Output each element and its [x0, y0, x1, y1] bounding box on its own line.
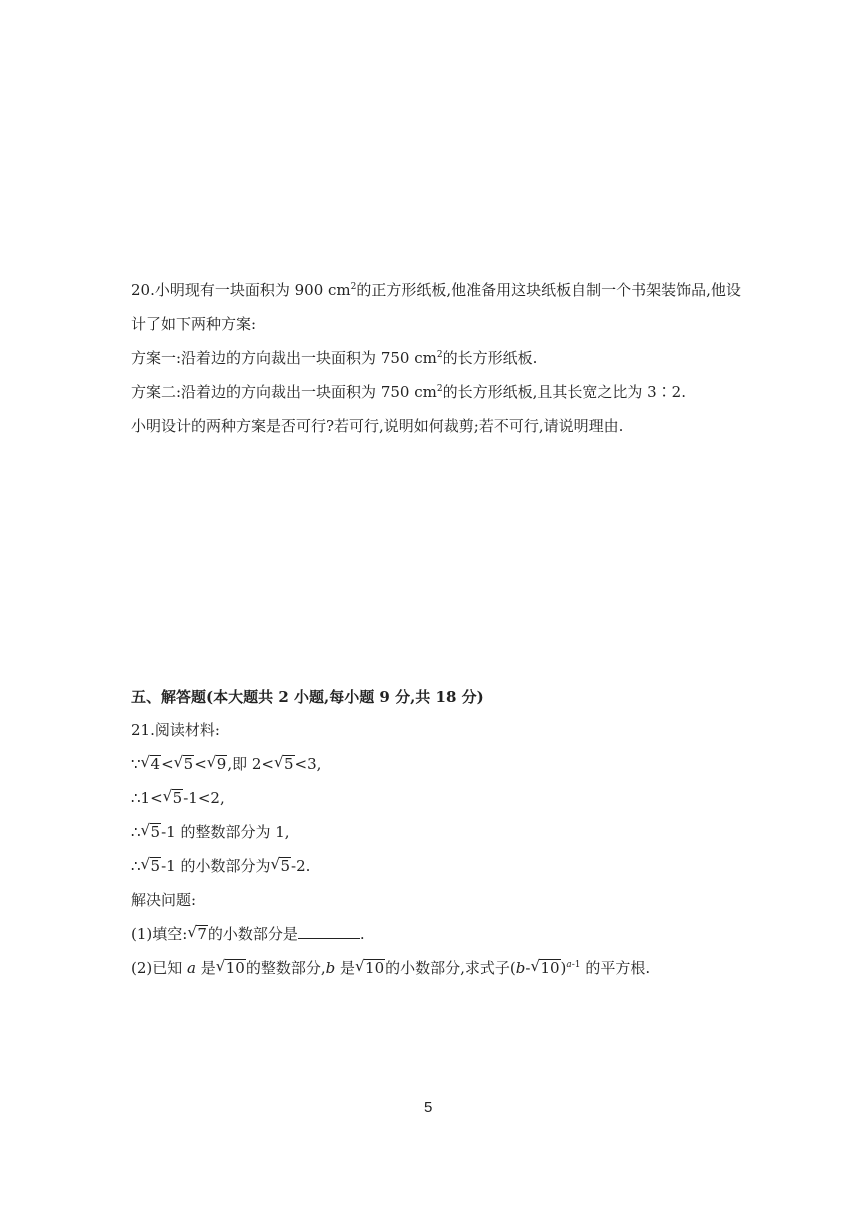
- sqrt-5: √ 5: [274, 753, 294, 773]
- q21-part-2: (2)已知 a 是 √ 10的整数部分,b 是 √ 10的小数部分,求式子(b- √ 10)$^{a-1}$ 的平方根.: [131, 957, 651, 977]
- sqrt-5: √ 5: [140, 821, 161, 841]
- sqrt-7: √ 7: [187, 923, 207, 943]
- q20-plan-1: 方案一:沿着边的方向裁出一块面积为 750 $cm^2$的长方形纸板.: [131, 349, 538, 367]
- q20-line-1: 20.小明现有一块面积为 900 $cm^2$的正方形纸板,他准备用这块纸板自制一个书架装饰品,他设: [131, 281, 741, 299]
- sqrt-5: √ 5: [270, 855, 291, 875]
- q21-material-line-3: ∴ √ 5-1 的整数部分为 1,: [131, 821, 290, 841]
- sqrt-5: √ 5: [140, 855, 161, 875]
- sqrt-5: √ 5: [173, 753, 194, 773]
- sqrt-5: √ 5: [162, 787, 183, 807]
- sqrt-9: √ 9: [206, 753, 227, 773]
- sqrt-10: √ 10: [530, 957, 560, 977]
- q21-solve-heading: 解决问题:: [131, 891, 197, 909]
- sqrt-10: √ 10: [355, 957, 385, 977]
- sqrt-4: √ 4: [140, 753, 161, 773]
- section-heading: 五、解答题(本大题共 2 小题,每小题 9 分,共 18 分): [131, 688, 484, 706]
- q20-line-2: 计了如下两种方案:: [131, 315, 257, 333]
- q20-plan-2: 方案二:沿着边的方向裁出一块面积为 750 $cm^2$的长方形纸板,且其长宽之比为 3∶2.: [131, 383, 686, 401]
- q21-part-1: (1)填空: √ 7的小数部分是 .: [131, 923, 365, 943]
- sqrt-10: √ 10: [215, 957, 245, 977]
- q20-question: 小明设计的两种方案是否可行?若可行,说明如何裁剪;若不可行,请说明理由.: [131, 417, 624, 435]
- q21-material-line-4: ∴ √ 5-1 的小数部分为 √ 5-2.: [131, 855, 311, 875]
- q21-material-line-2: ∴1< √ 5-1<2,: [131, 787, 225, 807]
- answer-blank[interactable]: [298, 924, 360, 939]
- page-number: 5: [424, 1099, 433, 1116]
- q21-intro: 21.阅读材料:: [131, 721, 220, 739]
- q21-material-line-1: ∵ √ 4< √ 5< √ 9,即 2< √ 5<3,: [131, 753, 322, 773]
